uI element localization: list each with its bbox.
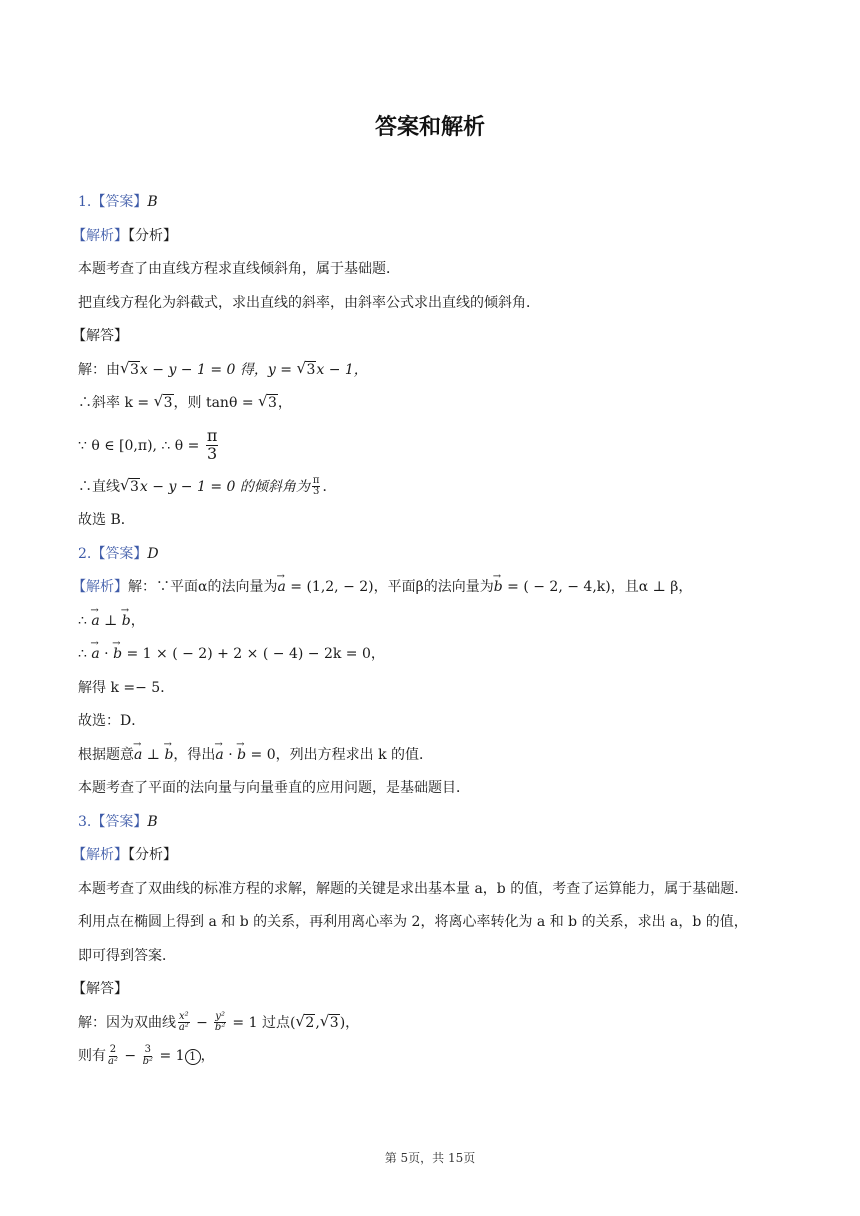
text: − (191, 1014, 213, 1031)
vector-b: → b (164, 739, 173, 773)
page-title: 答案和解析 (374, 115, 485, 140)
vector-a: → a (134, 739, 142, 773)
q3-step-2 (78, 1040, 798, 1074)
text: , (315, 1014, 320, 1031)
text: ⊥ (142, 746, 165, 763)
q3-solve-tag (72, 973, 798, 1007)
q1-answer-value: B (147, 194, 158, 210)
q1-choose: 故选 B． (78, 512, 135, 528)
text: )， (339, 1014, 360, 1031)
q1-step-2 (78, 387, 798, 421)
text: · (99, 646, 114, 662)
circled-number: 1 (185, 1049, 201, 1065)
text: ∴直线 (78, 478, 120, 495)
sqrt-symbol: √ 3 (320, 1007, 340, 1041)
vector-b: → b (122, 605, 131, 639)
sqrt-symbol: √ 2 (295, 1007, 315, 1041)
vector-b: → b (113, 638, 122, 672)
vector-b: → b (237, 739, 246, 773)
q2-jiexi-tag: 【解析】 (72, 579, 128, 595)
text: · (223, 746, 238, 763)
vector-a: → a (91, 605, 99, 639)
q1-analysis-1: 本题考查了由直线方程求直线倾斜角，属于基础题． (78, 261, 400, 277)
sqrt-symbol: √ 3 (296, 354, 316, 388)
text: − (119, 1048, 141, 1064)
q1-answer-head: 1.【答案】 (78, 194, 148, 210)
q1-answer-line (78, 186, 798, 220)
fraction: $\frac{3}{\text{b²}}$ (142, 1044, 154, 1067)
text: ， (200, 1048, 215, 1064)
q1-step-3 (78, 421, 798, 471)
sqrt-symbol: √ 3 (154, 387, 174, 421)
text: 解：因为双曲线 (78, 1014, 176, 1031)
text: = (1,2, − 2)，平面β的法向量为 (285, 579, 494, 595)
document-body (72, 186, 798, 1074)
q2-line-2 (78, 605, 798, 639)
text: ∵ θ ∈ [0,π), ∴ θ = (78, 437, 204, 454)
text: = 1 (155, 1048, 185, 1064)
text: ∴ (78, 646, 92, 662)
q1-jiexi-tag: 【解析】 (72, 227, 128, 244)
q1-jieda-tag: 【解答】 (72, 328, 128, 344)
q2-line-6 (78, 739, 798, 773)
fraction: $\frac{\text{x²}}{\text{a²}}$ (178, 1010, 189, 1033)
q1-fenxi-tag: 【分析】 (128, 227, 177, 244)
q3-jieda-tag: 【解答】 (72, 981, 128, 997)
vector-a: → a (91, 638, 99, 672)
text: = 1 × ( − 2) + 2 × ( − 4) − 2k = 0， (122, 646, 385, 662)
fraction: $\frac{2}{\text{a²}}$ (108, 1044, 118, 1067)
q3-tags (72, 839, 798, 873)
q3-analysis-3: 即可得到答案． (78, 947, 176, 964)
vector-b: → b (494, 571, 503, 605)
text: x − y − 1 = 0 的倾斜角为 (139, 478, 310, 495)
text: = 1 过点( (227, 1014, 296, 1031)
text: 解：∵平面α的法向量为 (128, 579, 278, 595)
q2-line-7: 本题考查了平面的法向量与向量垂直的应用问题，是基础题目． (78, 780, 470, 796)
q1-solve-tag (72, 320, 798, 354)
q2-line-3 (78, 638, 798, 672)
text: ，得出 (173, 746, 216, 763)
text: 解：由 (78, 361, 120, 378)
vector-a: → a (277, 571, 285, 605)
fraction: $\frac{\pi}{3}$ (206, 426, 218, 463)
text: ， (277, 395, 292, 411)
q1-step-1 (78, 354, 798, 388)
text: ∴ (78, 612, 92, 629)
text: ， (130, 612, 145, 629)
q1-tags (72, 220, 798, 254)
text: ． (322, 478, 337, 495)
q1-step-4 (78, 471, 798, 505)
q2-line-5: 故选：D． (78, 713, 146, 729)
text: = ( − 2, − 4,k)，且α ⊥ β， (502, 579, 693, 595)
sqrt-symbol: √ 3 (120, 354, 140, 388)
text: ，则 tanθ = (173, 395, 258, 411)
q3-analysis-1: 本题考查了双曲线的标准方程的求解，解题的关键是求出基本量 a，b 的值，考查了运算能力，属于基础题． (78, 880, 749, 897)
q2-line-4: 解得 k =− 5． (78, 679, 175, 696)
q3-answer-value: B (147, 813, 158, 830)
q3-answer-line (78, 806, 798, 840)
q3-analysis-2: 利用点在椭圆上得到 a 和 b 的关系，再利用离心率为 2，将离心率转化为 a 和 b 的关系，求出 a，b 的值， (78, 914, 748, 930)
text: ⊥ (99, 612, 122, 629)
vector-a: → a (215, 739, 223, 773)
q3-fenxi-tag: 【分析】 (128, 847, 177, 863)
text: = 0，列出方程求出 k 的值． (246, 746, 434, 763)
q2-answer-line (78, 538, 798, 572)
fraction: $\frac{\text{y²}}{\text{b²}}$ (214, 1010, 226, 1033)
q2-answer-head: 2.【答案】 (78, 545, 148, 562)
fraction: $\frac{\pi}{3}$ (312, 474, 320, 497)
q3-step-1 (78, 1007, 798, 1041)
q2-answer-value: D (147, 545, 159, 562)
text: x − y − 1 = 0 得，y = (139, 361, 297, 378)
sqrt-symbol: √ 3 (120, 471, 140, 505)
sqrt-symbol: √ 3 (258, 387, 278, 421)
text: ∴斜率 k = (78, 395, 154, 411)
text: 则有 (78, 1048, 106, 1064)
q1-analysis-2: 把直线方程化为斜截式，求出直线的斜率，由斜率公式求出直线的倾斜角． (78, 294, 540, 311)
q2-line-1 (72, 571, 798, 605)
q3-answer-head: 3.【答案】 (78, 813, 148, 830)
q3-jiexi-tag: 【解析】 (72, 847, 128, 863)
text: x − 1， (316, 361, 368, 378)
page-footer: 第 5页，共 15页 (384, 1151, 476, 1165)
text: 根据题意 (78, 746, 134, 763)
